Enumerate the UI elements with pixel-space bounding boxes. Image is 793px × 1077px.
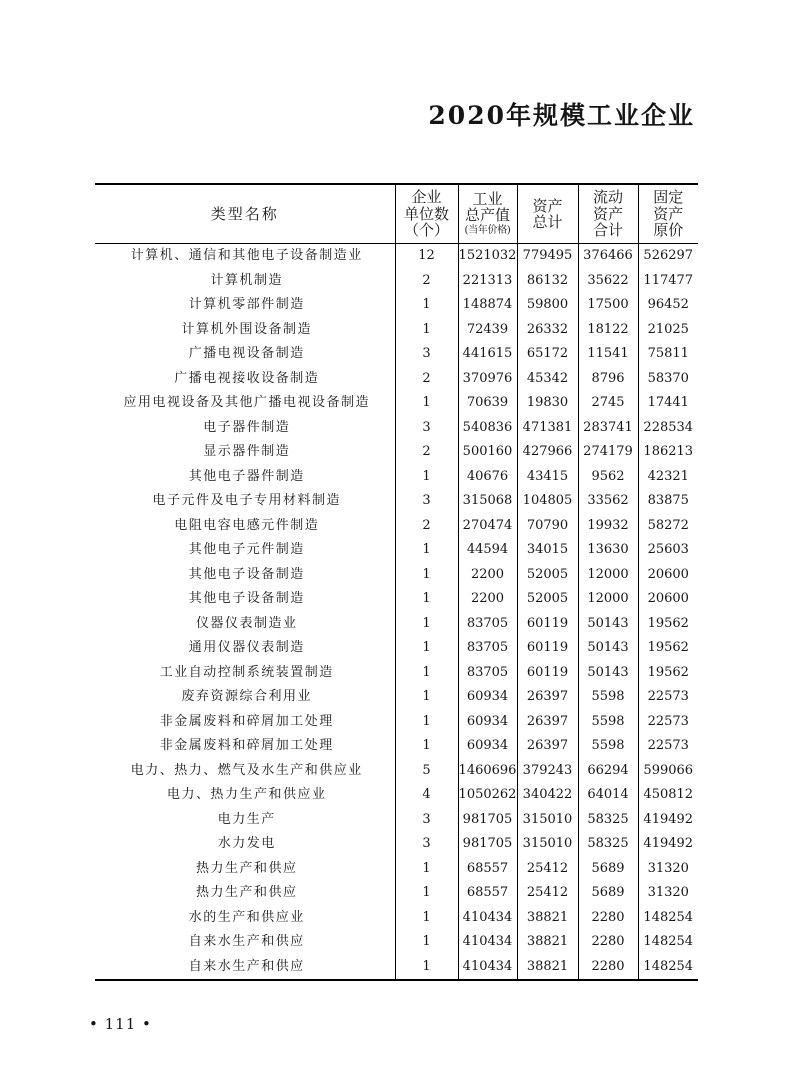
cell-fixed-assets: 75811 — [638, 342, 698, 367]
cell-units: 1 — [395, 318, 458, 343]
cell-fixed-assets: 148254 — [638, 955, 698, 981]
cell-current-assets: 5598 — [578, 685, 638, 710]
header-units — [395, 184, 458, 244]
cell-units: 1 — [395, 293, 458, 318]
cell-current-assets: 17500 — [578, 293, 638, 318]
table-row — [95, 734, 698, 759]
header-output-note: (当年价格) — [464, 224, 511, 236]
cell-fixed-assets: 58272 — [638, 514, 698, 539]
header-units-line: （个） — [403, 221, 449, 240]
cell-units: 1 — [395, 465, 458, 490]
cell-current-assets: 33562 — [578, 489, 638, 514]
header-fixed-assets — [638, 184, 698, 244]
header-name-label: 类型名称 — [210, 204, 279, 223]
cell-current-assets: 35622 — [578, 269, 638, 294]
table-row — [95, 514, 698, 539]
header-name — [95, 184, 395, 244]
cell-assets: 60119 — [517, 661, 578, 686]
cell-units: 3 — [395, 832, 458, 857]
cell-units: 12 — [395, 244, 458, 269]
cell-current-assets: 50143 — [578, 612, 638, 637]
cell-fixed-assets: 20600 — [638, 563, 698, 588]
cell-units: 4 — [395, 783, 458, 808]
page-number: • 111 • — [89, 1015, 152, 1033]
cell-current-assets: 18122 — [578, 318, 638, 343]
cell-units: 2 — [395, 269, 458, 294]
cell-name: 非金属废料和碎屑加工处理 — [159, 738, 334, 753]
cell-output: 410434 — [458, 955, 517, 981]
cell-name: 广播电视设备制造 — [188, 346, 305, 361]
header-output — [458, 184, 517, 244]
cell-current-assets: 376466 — [578, 244, 638, 269]
cell-output: 60934 — [458, 685, 517, 710]
cell-output: 370976 — [458, 367, 517, 392]
cell-current-assets: 2280 — [578, 906, 638, 931]
cell-assets: 379243 — [517, 759, 578, 784]
cell-assets: 25412 — [517, 857, 578, 882]
cell-output: 540836 — [458, 416, 517, 441]
cell-units: 3 — [395, 489, 458, 514]
cell-fixed-assets: 83875 — [638, 489, 698, 514]
cell-assets: 38821 — [517, 955, 578, 981]
cell-assets: 38821 — [517, 906, 578, 931]
cell-name: 广播电视接收设备制造 — [174, 370, 320, 386]
cell-fixed-assets: 22573 — [638, 734, 698, 759]
cell-assets: 340422 — [517, 783, 578, 808]
cell-output: 60934 — [458, 734, 517, 759]
cell-assets: 779495 — [517, 244, 578, 269]
cell-name: 热力生产和供应 — [195, 885, 298, 900]
header-output-line: 总产值 — [464, 206, 510, 224]
header-current-assets — [578, 184, 638, 244]
cell-units: 1 — [395, 906, 458, 931]
cell-units: 1 — [395, 391, 458, 416]
header-fixed-assets-line: 原价 — [653, 221, 684, 240]
cell-current-assets: 5689 — [578, 857, 638, 882]
cell-units: 5 — [395, 759, 458, 784]
cell-current-assets: 64014 — [578, 783, 638, 808]
cell-name: 电阻电容电感元件制造 — [174, 517, 320, 533]
table-row — [95, 440, 698, 465]
cell-fixed-assets: 19562 — [638, 636, 698, 661]
table-row — [95, 783, 698, 808]
cell-units: 1 — [395, 538, 458, 563]
cell-current-assets: 5689 — [578, 881, 638, 906]
cell-output: 221313 — [458, 269, 517, 294]
cell-output: 68557 — [458, 857, 517, 882]
cell-name: 电子器件制造 — [203, 419, 291, 435]
cell-fixed-assets: 21025 — [638, 318, 698, 343]
cell-assets: 38821 — [517, 930, 578, 955]
table-row — [95, 759, 698, 784]
header-fixed-assets-line: 固定 — [653, 188, 684, 207]
table-row — [95, 685, 698, 710]
header-units-line: 单位数 — [403, 204, 449, 223]
header-current-assets-line: 资产 — [592, 204, 623, 223]
cell-output: 70639 — [458, 391, 517, 416]
cell-name: 计算机外围设备制造 — [181, 321, 312, 337]
table-row — [95, 832, 698, 857]
cell-name: 计算机制造 — [210, 272, 283, 288]
cell-fixed-assets: 19562 — [638, 661, 698, 686]
cell-fixed-assets: 148254 — [638, 906, 698, 931]
cell-name: 电子元件及电子专用材料制造 — [152, 493, 341, 508]
cell-assets: 104805 — [517, 489, 578, 514]
table-row — [95, 881, 698, 906]
cell-current-assets: 2745 — [578, 391, 638, 416]
table-row — [95, 391, 698, 416]
cell-output: 40676 — [458, 465, 517, 490]
cell-assets: 60119 — [517, 636, 578, 661]
cell-name: 电力、热力、燃气及水生产和供应业 — [130, 762, 363, 778]
cell-name: 其他电子器件制造 — [188, 468, 305, 484]
cell-units: 1 — [395, 710, 458, 735]
cell-units: 1 — [395, 636, 458, 661]
cell-current-assets: 12000 — [578, 587, 638, 612]
cell-output: 981705 — [458, 832, 517, 857]
cell-fixed-assets: 31320 — [638, 857, 698, 882]
cell-name: 其他电子元件制造 — [188, 542, 305, 557]
header-row — [95, 184, 698, 244]
cell-assets: 25412 — [517, 881, 578, 906]
cell-assets: 52005 — [517, 563, 578, 588]
cell-name: 工业自动控制系统装置制造 — [159, 664, 334, 680]
cell-current-assets: 274179 — [578, 440, 638, 465]
cell-units: 2 — [395, 440, 458, 465]
cell-units: 1 — [395, 734, 458, 759]
cell-fixed-assets: 148254 — [638, 930, 698, 955]
cell-assets: 26397 — [517, 710, 578, 735]
cell-fixed-assets: 96452 — [638, 293, 698, 318]
cell-assets: 86132 — [517, 269, 578, 294]
table-header — [95, 184, 698, 244]
cell-name: 水的生产和供应业 — [188, 909, 305, 925]
table-row — [95, 367, 698, 392]
cell-fixed-assets: 25603 — [638, 538, 698, 563]
cell-name: 通用仪器仪表制造 — [188, 640, 305, 655]
cell-output: 83705 — [458, 612, 517, 637]
cell-current-assets: 2280 — [578, 930, 638, 955]
table-row — [95, 587, 698, 612]
cell-name: 废弃资源综合利用业 — [181, 689, 312, 704]
cell-current-assets: 8796 — [578, 367, 638, 392]
cell-name: 自来水生产和供应 — [188, 958, 305, 974]
table-row — [95, 416, 698, 441]
header-assets-line: 总计 — [532, 213, 563, 231]
cell-output: 500160 — [458, 440, 517, 465]
cell-output: 981705 — [458, 808, 517, 833]
cell-output: 441615 — [458, 342, 517, 367]
header-current-assets-line: 流动 — [592, 188, 623, 207]
cell-name: 其他电子设备制造 — [188, 591, 305, 606]
cell-fixed-assets: 17441 — [638, 391, 698, 416]
header-units-line: 企业 — [411, 188, 442, 207]
cell-current-assets: 58325 — [578, 832, 638, 857]
cell-assets: 70790 — [517, 514, 578, 539]
cell-output: 315068 — [458, 489, 517, 514]
table-row — [95, 489, 698, 514]
table-row — [95, 269, 698, 294]
cell-units: 2 — [395, 367, 458, 392]
cell-units: 1 — [395, 563, 458, 588]
cell-units: 3 — [395, 342, 458, 367]
header-assets — [517, 184, 578, 244]
table-row — [95, 538, 698, 563]
cell-fixed-assets: 526297 — [638, 244, 698, 269]
cell-output: 148874 — [458, 293, 517, 318]
cell-units: 1 — [395, 857, 458, 882]
cell-assets: 315010 — [517, 808, 578, 833]
table-row — [95, 955, 698, 981]
header-fixed-assets-line: 资产 — [653, 204, 684, 223]
cell-output: 410434 — [458, 930, 517, 955]
cell-assets: 471381 — [517, 416, 578, 441]
statistics-table — [95, 183, 698, 981]
cell-fixed-assets: 22573 — [638, 685, 698, 710]
cell-assets: 26397 — [517, 685, 578, 710]
cell-assets: 59800 — [517, 293, 578, 318]
cell-current-assets: 66294 — [578, 759, 638, 784]
cell-units: 3 — [395, 416, 458, 441]
table-row — [95, 612, 698, 637]
cell-output: 1521032 — [458, 244, 517, 269]
table-row — [95, 342, 698, 367]
cell-current-assets: 13630 — [578, 538, 638, 563]
table-body — [95, 244, 698, 981]
cell-fixed-assets: 19562 — [638, 612, 698, 637]
cell-name: 电力、热力生产和供应业 — [166, 787, 327, 802]
cell-name: 其他电子设备制造 — [188, 566, 305, 582]
cell-name: 水力发电 — [217, 836, 276, 851]
cell-fixed-assets: 450812 — [638, 783, 698, 808]
table-row — [95, 661, 698, 686]
cell-assets: 26397 — [517, 734, 578, 759]
cell-name: 自来水生产和供应 — [188, 934, 305, 949]
cell-output: 44594 — [458, 538, 517, 563]
header-output-line: 工业 — [472, 189, 503, 208]
table-row — [95, 857, 698, 882]
cell-fixed-assets: 42321 — [638, 465, 698, 490]
cell-current-assets: 58325 — [578, 808, 638, 833]
table-row — [95, 465, 698, 490]
header-current-assets-line: 合计 — [592, 221, 623, 240]
cell-assets: 315010 — [517, 832, 578, 857]
cell-current-assets: 11541 — [578, 342, 638, 367]
cell-units: 1 — [395, 612, 458, 637]
cell-fixed-assets: 186213 — [638, 440, 698, 465]
table-row — [95, 710, 698, 735]
cell-output: 68557 — [458, 881, 517, 906]
cell-output: 2200 — [458, 563, 517, 588]
table-row — [95, 930, 698, 955]
header-assets-line: 资产 — [532, 196, 563, 215]
cell-units: 1 — [395, 587, 458, 612]
cell-units: 1 — [395, 930, 458, 955]
page-title: 2020年规模工业企业 — [428, 101, 695, 130]
cell-fixed-assets: 31320 — [638, 881, 698, 906]
cell-output: 83705 — [458, 636, 517, 661]
cell-fixed-assets: 22573 — [638, 710, 698, 735]
table-row — [95, 808, 698, 833]
cell-current-assets: 5598 — [578, 710, 638, 735]
cell-name: 热力生产和供应 — [195, 860, 298, 876]
cell-assets: 19830 — [517, 391, 578, 416]
cell-assets: 52005 — [517, 587, 578, 612]
cell-output: 410434 — [458, 906, 517, 931]
table-row — [95, 636, 698, 661]
cell-assets: 45342 — [517, 367, 578, 392]
cell-fixed-assets: 20600 — [638, 587, 698, 612]
cell-name: 计算机、通信和其他电子设备制造业 — [130, 248, 363, 263]
table-row — [95, 244, 698, 269]
cell-output: 1050262 — [458, 783, 517, 808]
cell-units: 1 — [395, 661, 458, 686]
cell-assets: 60119 — [517, 612, 578, 637]
table-row — [95, 293, 698, 318]
cell-current-assets: 283741 — [578, 416, 638, 441]
cell-units: 3 — [395, 808, 458, 833]
cell-current-assets: 19932 — [578, 514, 638, 539]
cell-output: 1460696 — [458, 759, 517, 784]
cell-current-assets: 12000 — [578, 563, 638, 588]
cell-assets: 26332 — [517, 318, 578, 343]
cell-output: 2200 — [458, 587, 517, 612]
cell-assets: 34015 — [517, 538, 578, 563]
cell-fixed-assets: 228534 — [638, 416, 698, 441]
cell-assets: 427966 — [517, 440, 578, 465]
cell-name: 显示器件制造 — [203, 444, 291, 459]
table-row — [95, 318, 698, 343]
cell-name: 计算机零部件制造 — [188, 297, 305, 312]
cell-current-assets: 9562 — [578, 465, 638, 490]
cell-fixed-assets: 117477 — [638, 269, 698, 294]
table-row — [95, 563, 698, 588]
cell-name: 电力生产 — [217, 811, 276, 827]
cell-name: 非金属废料和碎屑加工处理 — [159, 713, 334, 729]
cell-assets: 65172 — [517, 342, 578, 367]
cell-units: 1 — [395, 881, 458, 906]
table-row — [95, 906, 698, 931]
cell-current-assets: 50143 — [578, 636, 638, 661]
cell-current-assets: 50143 — [578, 661, 638, 686]
cell-output: 83705 — [458, 661, 517, 686]
cell-fixed-assets: 419492 — [638, 832, 698, 857]
cell-current-assets: 2280 — [578, 955, 638, 981]
cell-fixed-assets: 58370 — [638, 367, 698, 392]
cell-assets: 43415 — [517, 465, 578, 490]
cell-fixed-assets: 599066 — [638, 759, 698, 784]
cell-name: 应用电视设备及其他广播电视设备制造 — [123, 395, 370, 410]
cell-units: 1 — [395, 685, 458, 710]
cell-output: 72439 — [458, 318, 517, 343]
cell-current-assets: 5598 — [578, 734, 638, 759]
cell-output: 60934 — [458, 710, 517, 735]
cell-units: 1 — [395, 955, 458, 981]
cell-units: 2 — [395, 514, 458, 539]
cell-name: 仪器仪表制造业 — [195, 615, 298, 631]
cell-fixed-assets: 419492 — [638, 808, 698, 833]
cell-output: 270474 — [458, 514, 517, 539]
